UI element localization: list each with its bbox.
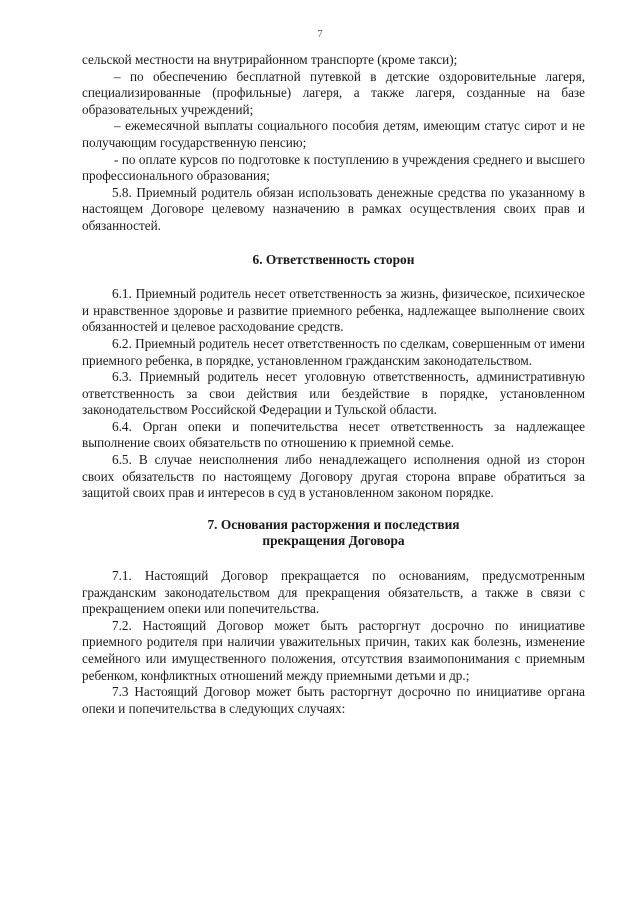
paragraph-6-4: 6.4. Орган опеки и попечительства несет ответственность за надлежащее выполнение своих обязательств по отношению к приемной семье.	[82, 418, 585, 451]
section-7-heading-line2: прекращения Договора	[262, 533, 405, 549]
paragraph-7-2: 7.2. Настоящий Договор может быть расторгнут досрочно по инициативе приемного родителя при наличии уважительных причин, таких как болезнь, изменение семейного или имущественного положения, отсутствия взаимопонимания с приемным ребенком, конфликтных отношений между приемными детьми и др.;	[82, 617, 585, 683]
list-item-monthly-allowance: – ежемесячной выплаты социального пособия детям, имеющим статус сирот и не получающим государственную пенсию;	[82, 118, 585, 150]
paragraph-7-1: 7.1. Настоящий Договор прекращается по основаниям, предусмотренным гражданским законодательством для прекращения обязательств, а также в связи с прекращением опеки или попечительства.	[82, 568, 585, 617]
paragraph-6-2: 6.2. Приемный родитель несет ответственность по сделкам, совершенным от имени приемного ребенка, в порядке, установленном гражданским законодательством.	[82, 335, 585, 368]
section-6-heading: 6. Ответственность сторон	[252, 251, 415, 267]
list-item-courses: - по оплате курсов по подготовке к поступлению в учреждения среднего и высшего профессионального образования;	[82, 151, 585, 184]
page-number: 7	[317, 28, 323, 40]
continued-line: сельской местности на внутрирайонном транспорте (кроме такси);	[82, 52, 458, 67]
section-7-heading-line1: 7. Основания расторжения и последствия	[207, 516, 460, 532]
paragraph-6-1: 6.1. Приемный родитель несет ответственность за жизнь, физическое, психическое и нравственное здоровье и развитие приемного ребенка, надлежащее выполнение своих обязанностей и целевое расходование средств.	[82, 286, 585, 335]
paragraph-7-3: 7.3 Настоящий Договор может быть расторгнут досрочно по инициативе органа опеки и попечительства в следующих случаях:	[82, 684, 585, 716]
paragraph-6-3: 6.3. Приемный родитель несет уголовную ответственность, административную ответственность за свои действия или бездействие в порядке, установленном законодательством Российской Федерации и Тульской области.	[82, 369, 585, 418]
list-item-camp: – по обеспечению бесплатной путевкой в детские оздоровительные лагеря, специализированные (профильные) лагеря, а также лагеря, созданные на базе образовательных учреждений;	[82, 68, 585, 117]
paragraph-5-8: 5.8. Приемный родитель обязан использовать денежные средства по указанному в настоящем Договоре целевому назначению в рамках осуществления своих прав и обязанностей.	[82, 184, 585, 233]
paragraph-6-5: 6.5. В случае неисполнения либо ненадлежащего исполнения одной из сторон своих обязательств по настоящему Договору другая сторона вправе обратиться за защитой своих прав и интересов в суд в установленном законом порядке.	[82, 452, 585, 501]
page-content	[82, 52, 585, 717]
